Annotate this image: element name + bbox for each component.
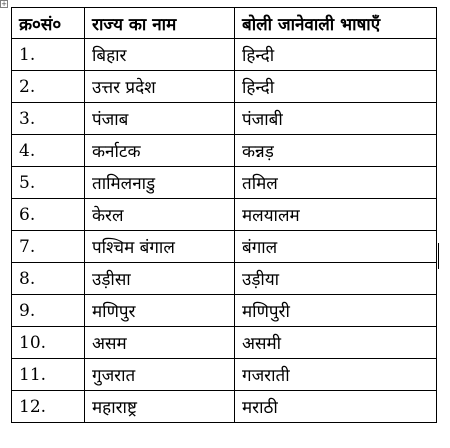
header-serial[interactable]: क्र०सं० [12,8,85,39]
serial-cell[interactable]: 7. [12,231,85,263]
header-state-name[interactable]: राज्य का नाम [85,8,235,39]
states-languages-table [11,7,437,423]
table-row [12,167,437,199]
language-cell[interactable]: हिन्दी [235,39,437,71]
table-row [12,199,437,231]
table-row [12,359,437,391]
serial-cell[interactable]: 9. [12,295,85,327]
state-cell[interactable]: केरल [85,199,235,231]
language-cell[interactable]: पंजाबी [235,103,437,135]
serial-cell[interactable]: 8. [12,263,85,295]
language-cell[interactable]: उड़ीया [235,263,437,295]
table-row [12,103,437,135]
table-row [12,295,437,327]
serial-cell[interactable]: 11. [12,359,85,391]
state-cell[interactable]: कर्नाटक [85,135,235,167]
state-cell[interactable]: पंजाब [85,103,235,135]
table-row [12,263,437,295]
serial-cell[interactable]: 1. [12,39,85,71]
table-move-handle[interactable]: + [1,0,7,8]
serial-cell[interactable]: 2. [12,71,85,103]
state-cell[interactable]: बिहार [85,39,235,71]
language-cell[interactable]: कन्नड़ [235,135,437,167]
state-cell[interactable]: महाराष्ट्र [85,391,235,423]
state-cell[interactable]: उत्तर प्रदेश [85,71,235,103]
serial-cell[interactable]: 5. [12,167,85,199]
language-cell[interactable]: मलयालम [235,199,437,231]
serial-cell[interactable]: 6. [12,199,85,231]
language-cell[interactable]: बंगाल [235,231,437,263]
state-cell[interactable]: तामिलनाडु [85,167,235,199]
serial-cell[interactable]: 10. [12,327,85,359]
state-cell[interactable]: मणिपुर [85,295,235,327]
table-row [12,231,437,263]
table-header-row [12,8,437,39]
header-spoken-languages[interactable]: बोली जानेवाली भाषाएँ [235,8,437,39]
language-cell[interactable]: असमी [235,327,437,359]
state-cell[interactable]: उड़ीसा [85,263,235,295]
language-cell[interactable]: तमिल [235,167,437,199]
table-row [12,71,437,103]
table-row [12,391,437,423]
table-row [12,327,437,359]
serial-cell[interactable]: 3. [12,103,85,135]
state-cell[interactable]: असम [85,327,235,359]
serial-cell[interactable]: 4. [12,135,85,167]
serial-cell[interactable]: 12. [12,391,85,423]
language-cell[interactable]: गजराती [235,359,437,391]
state-cell[interactable]: पश्चिम बंगाल [85,231,235,263]
state-cell[interactable]: गुजरात [85,359,235,391]
table-row [12,39,437,71]
language-cell[interactable]: मराठी [235,391,437,423]
table-row [12,135,437,167]
language-cell[interactable]: मणिपुरी [235,295,437,327]
language-cell[interactable]: हिन्दी [235,71,437,103]
text-cursor [438,243,439,269]
